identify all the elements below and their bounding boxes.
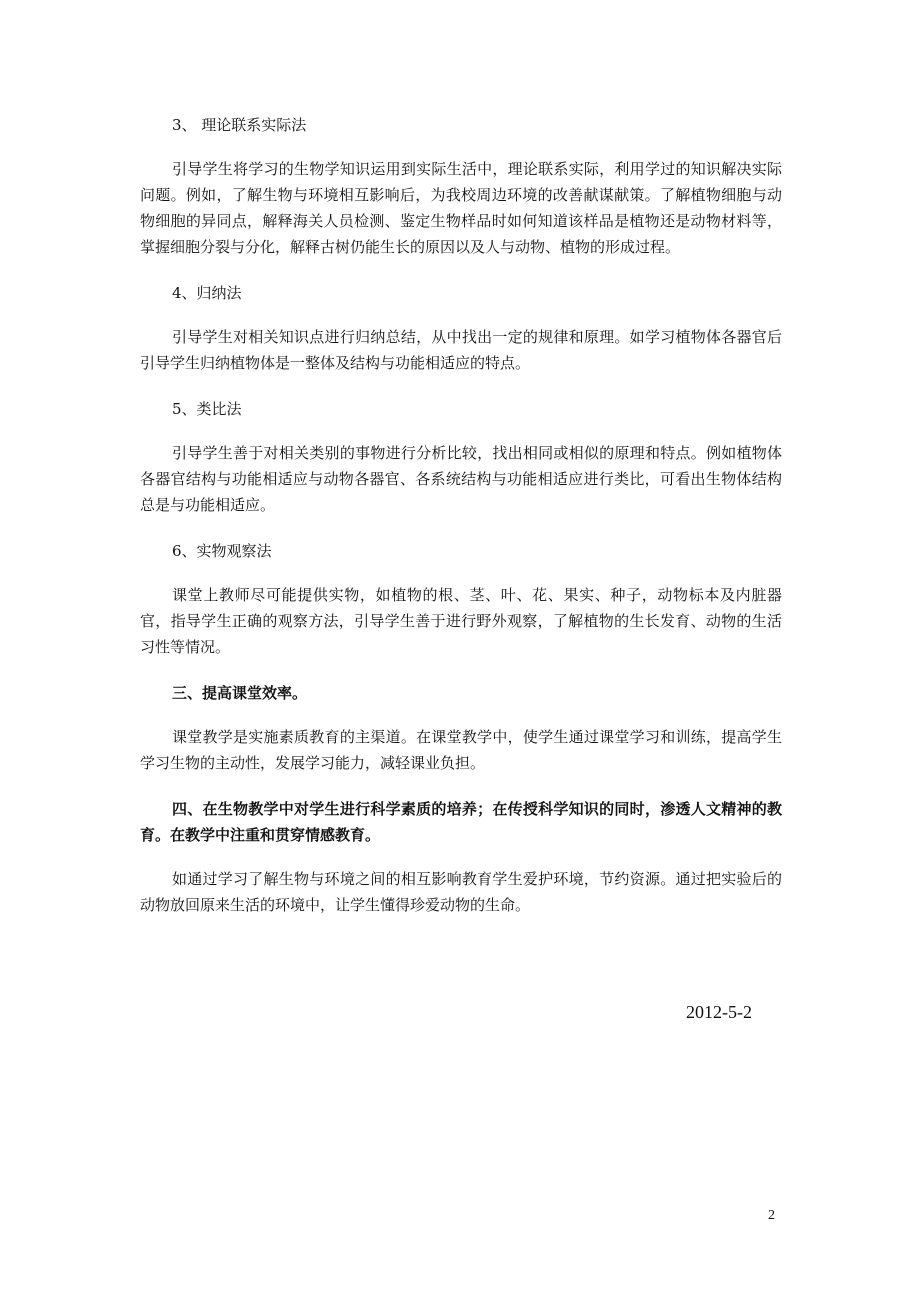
section-paragraph-6: 课堂上教师尽可能提供实物，如植物的根、茎、叶、花、果实、种子，动物标本及内脏器官，指导学生正确的观察方法，引导学生善于进行野外观察，了解植物的生长发育、动物的生活习性等情况。 [140,586,782,656]
section-paragraph-5: 引导学生善于对相关类别的事物进行分析比较，找出相同或相似的原理和特点。例如植物体各器官结构与功能相适应与动物各器官、各系统结构与功能相适应进行类比，可看出生物体结构总是与功能相适应。 [140,444,782,514]
document-body [140,112,782,918]
section-heading-6: 6、实物观察法 [172,542,272,560]
section-heading-5: 5、类比法 [172,400,242,418]
section-heading-3: 3、 理论联系实际法 [172,116,307,134]
part-4-heading: 四、在生物教学中对学生进行科学素质的培养；在传授科学知识的同时，渗透人文精神的教育。在教学中注重和贯穿情感教育。 [140,800,782,844]
section-heading-4: 4、归纳法 [172,284,242,302]
section-paragraph-3: 引导学生将学习的生物学知识运用到实际生活中，理论联系实际，利用学过的知识解决实际问题。例如，了解生物与环境相互影响后，为我校周边环境的改善献谋献策。了解植物细胞与动物细胞的异同点，解释海关人员检测、鉴定生物样品时如何知道该样品是植物还是动物材料等，掌握细胞分裂与分化，解释古树仍能生长的原因以及人与动物、植物的形成过程。 [140,160,782,256]
document-date: 2012-5-2 [686,1002,752,1022]
page-number: 2 [768,1208,775,1223]
part-3-paragraph: 课堂教学是实施素质教育的主渠道。在课堂教学中，使学生通过课堂学习和训练，提高学生学习生物的主动性，发展学习能力，减轻课业负担。 [140,728,782,772]
part-3-heading: 三、提高课堂效率。 [172,684,308,702]
part-4-paragraph: 如通过学习了解生物与环境之间的相互影响教育学生爱护环境，节约资源。通过把实验后的动物放回原来生活的环境中，让学生懂得珍爱动物的生命。 [140,870,782,914]
section-paragraph-4: 引导学生对相关知识点进行归纳总结，从中找出一定的规律和原理。如学习植物体各器官后引导学生归纳植物体是一整体及结构与功能相适应的特点。 [140,328,782,372]
